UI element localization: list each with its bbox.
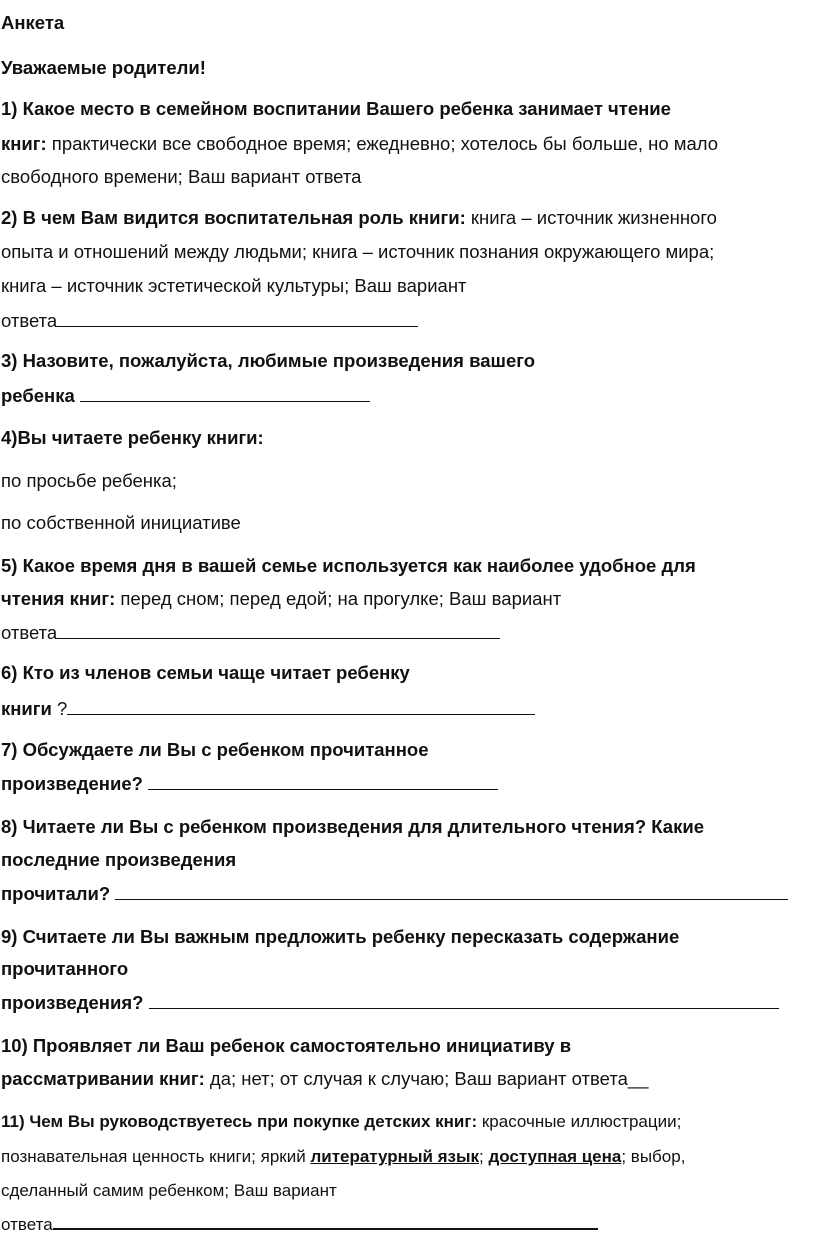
question-2-answers-cont: книга – источник эстетической культуры; Ваш вариант [1, 275, 467, 296]
question-1: 1) Какое место в семейном воспитании Вашего ребенка занимает чтение [1, 98, 671, 119]
answer-blank-line[interactable] [57, 309, 418, 327]
question-11: 11) Чем Вы руководствуетесь при покупке детских книг: красочные иллюстрации; [1, 1112, 682, 1131]
question-11-answers-cont: сделанный самим ребенком; Ваш вариант [1, 1181, 337, 1200]
question-5: 5) Какое время дня в вашей семье используется как наиболее удобное для [1, 555, 696, 576]
question-6: 6) Кто из членов семьи чаще читает ребенку [1, 662, 410, 683]
question-6-answer-field: книги ? [1, 697, 535, 720]
question-8: 8) Читаете ли Вы с ребенком произведения для длительного чтения? Какие [1, 816, 704, 837]
question-5-answer-field: ответа [1, 621, 500, 644]
question-7: 7) Обсуждаете ли Вы с ребенком прочитанное [1, 739, 429, 760]
question-9-cont: прочитанного [1, 958, 129, 979]
greeting: Уважаемые родители! [1, 57, 206, 78]
page-title: Анкета [1, 12, 65, 33]
question-9: 9) Считаете ли Вы важным предложить ребенку пересказать содержание [1, 926, 680, 947]
question-4: 4)Вы читаете ребенку книги: [1, 427, 264, 448]
question-1-answers-cont: свободного времени; Ваш вариант ответа [1, 166, 362, 187]
question-2-answer-field: ответа [1, 309, 418, 332]
answer-blank-line[interactable] [149, 991, 779, 1009]
question-8-cont: последние произведения [1, 849, 237, 870]
question-7-answer-field: произведение? [1, 772, 498, 795]
answer-blank-line[interactable] [57, 621, 500, 639]
question-2: 2) В чем Вам видится воспитательная роль книги: книга – источник жизненного [1, 207, 717, 228]
question-11-answer-field: ответа [1, 1211, 598, 1236]
question-5-answers: чтения книг: перед сном; перед едой; на прогулке; Ваш вариант [1, 588, 562, 609]
question-3-answer-field: ребенка [1, 384, 370, 407]
answer-blank-line[interactable] [67, 697, 535, 715]
question-11-answers: познавательная ценность книги; яркий литературный язык; доступная цена; выбор, [1, 1147, 686, 1166]
answer-blank-line[interactable] [115, 882, 788, 900]
question-10-answers: рассматривании книг: да; нет; от случая к случаю; Ваш вариант ответа__ [1, 1068, 649, 1089]
question-2-answers: опыта и отношений между людьми; книга – источник познания окружающего мира; [1, 241, 715, 262]
question-9-answer-field: произведения? [1, 991, 779, 1014]
question-8-answer-field: прочитали? [1, 882, 788, 905]
question-3: 3) Назовите, пожалуйста, любимые произведения вашего [1, 350, 536, 371]
question-4-option-2: по собственной инициативе [1, 512, 241, 533]
question-10: 10) Проявляет ли Ваш ребенок самостоятельно инициативу в [1, 1035, 572, 1056]
question-4-option-1: по просьбе ребенка; [1, 470, 177, 491]
answer-blank-line[interactable] [148, 772, 498, 790]
question-1-answers: книг: практически все свободное время; ежедневно; хотелось бы больше, но мало [1, 133, 719, 154]
answer-blank-line[interactable] [80, 384, 370, 402]
answer-blank-line[interactable] [53, 1211, 598, 1230]
